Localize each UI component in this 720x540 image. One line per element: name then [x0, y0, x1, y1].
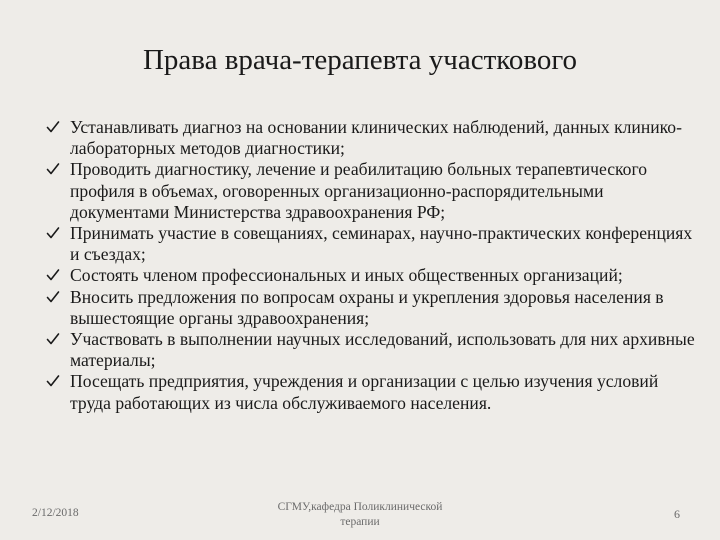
slide-title: Права врача-терапевта участкового	[142, 44, 578, 76]
checkmark-icon	[46, 371, 62, 392]
bullet-text: Участвовать в выполнении научных исследований, использовать для них архивные материалы;	[70, 329, 695, 371]
bullet-text: Состоять членом профессиональных и иных общественных организаций;	[70, 265, 623, 286]
bullet-item	[46, 265, 696, 286]
bullet-text: Устанавливать диагноз на основании клинических наблюдений, данных клинико-лабораторных методов диагностики;	[70, 117, 682, 159]
bullet-item	[46, 329, 696, 371]
page-number: 6	[674, 507, 680, 521]
checkmark-icon	[46, 329, 62, 350]
checkmark-icon	[46, 287, 62, 308]
bullet-item	[46, 159, 696, 223]
bullet-text: Вносить предложения по вопросам охраны и укрепления здоровья населения в вышестоящие органы здравоохранения;	[70, 286, 664, 328]
bullet-item	[46, 117, 696, 159]
checkmark-icon	[46, 265, 62, 286]
bullet-text: Принимать участие в совещаниях, семинарах, научно-практических конференциях и съездах;	[70, 223, 693, 265]
checkmark-icon	[46, 223, 62, 244]
footer-date: 2/12/2018	[32, 507, 79, 519]
bullet-item	[46, 371, 696, 413]
bullet-item	[46, 223, 696, 265]
footer-department: СГМУ,кафедра Поликлинической терапии	[277, 501, 443, 528]
bullet-item	[46, 287, 696, 329]
bullet-list	[46, 117, 696, 414]
checkmark-icon	[46, 117, 62, 138]
bullet-text: Посещать предприятия, учреждения и организации с целью изучения условий труда работающих из числа обслуживаемого населения.	[70, 371, 659, 413]
bullet-text: Проводить диагностику, лечение и реабилитацию больных терапевтического профиля в объемах, оговоренных организационно-распорядительными документами Министерства здравоохранения РФ;	[70, 159, 648, 222]
checkmark-icon	[46, 159, 62, 180]
